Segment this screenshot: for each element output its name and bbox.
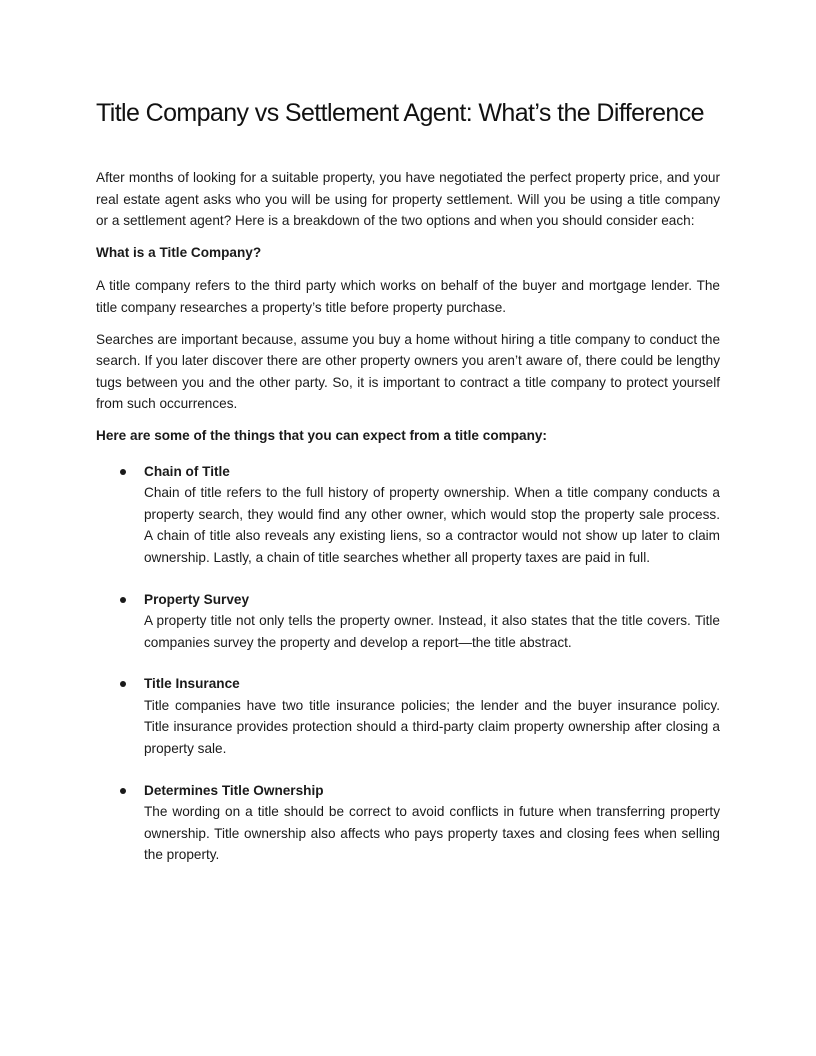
- bullet-icon: [120, 597, 126, 603]
- list-item-body: Chain of title refers to the full history of property ownership. When a title company conducts a property search, they would find any other owner, which would stop the property sale process. A chain of title also reveals any existing liens, so a contractor would not show up later to claim ownership. Lastly, a chain of title searches whether all property taxes are paid in full.: [144, 485, 720, 565]
- services-list: [96, 461, 720, 867]
- list-item-body: Title companies have two title insurance policies; the lender and the buyer insurance policy. Title insurance provides protection should a third-party claim property ownership after closing a property sale.: [144, 697, 720, 757]
- list-item-title: Title Insurance: [144, 676, 240, 692]
- list-item-title: Chain of Title: [144, 463, 230, 479]
- bullet-icon: [120, 469, 126, 475]
- list-item-title: Property Survey: [144, 591, 250, 607]
- list-item: [96, 461, 720, 569]
- list-item-body: The wording on a title should be correct to avoid conflicts in future when transferring property ownership. Title ownership also affects who pays property taxes and closing fees when selling the property.: [144, 804, 720, 863]
- intro-paragraph: After months of looking for a suitable property, you have negotiated the perfect property price, and your real estate agent asks who you will be using for property settlement. Will you be using a title company or a settlement agent? Here is a breakdown of the two options and when you should consider each:: [96, 170, 720, 229]
- bullet-icon: [120, 788, 126, 794]
- bullet-icon: [120, 681, 126, 687]
- section-paragraph: Searches are important because, assume you buy a home without hiring a title company to conduct the search. If you later discover there are other property owners you aren’t aware of, there could be lengthy tugs between you and the other party. So, it is important to contract a title company to protect yourself from such occurrences.: [96, 331, 720, 412]
- document-page: [96, 96, 720, 886]
- section-paragraph: A title company refers to the third party which works on behalf of the buyer and mortgage lender. The title company researches a property’s title before property purchase.: [96, 278, 720, 315]
- list-item-body: A property title not only tells the property owner. Instead, it also states that the title covers. Title companies survey the property and develop a report—the title abstract.: [144, 613, 720, 650]
- list-item: [96, 780, 720, 866]
- section-heading: What is a Title Company?: [96, 244, 262, 260]
- list-item-title: Determines Title Ownership: [144, 782, 324, 798]
- list-intro-heading: Here are some of the things that you can expect from a title company:: [96, 427, 547, 443]
- page-title: Title Company vs Settlement Agent: What’s the Difference: [96, 99, 704, 127]
- list-item: [96, 673, 720, 759]
- list-item: [96, 589, 720, 654]
